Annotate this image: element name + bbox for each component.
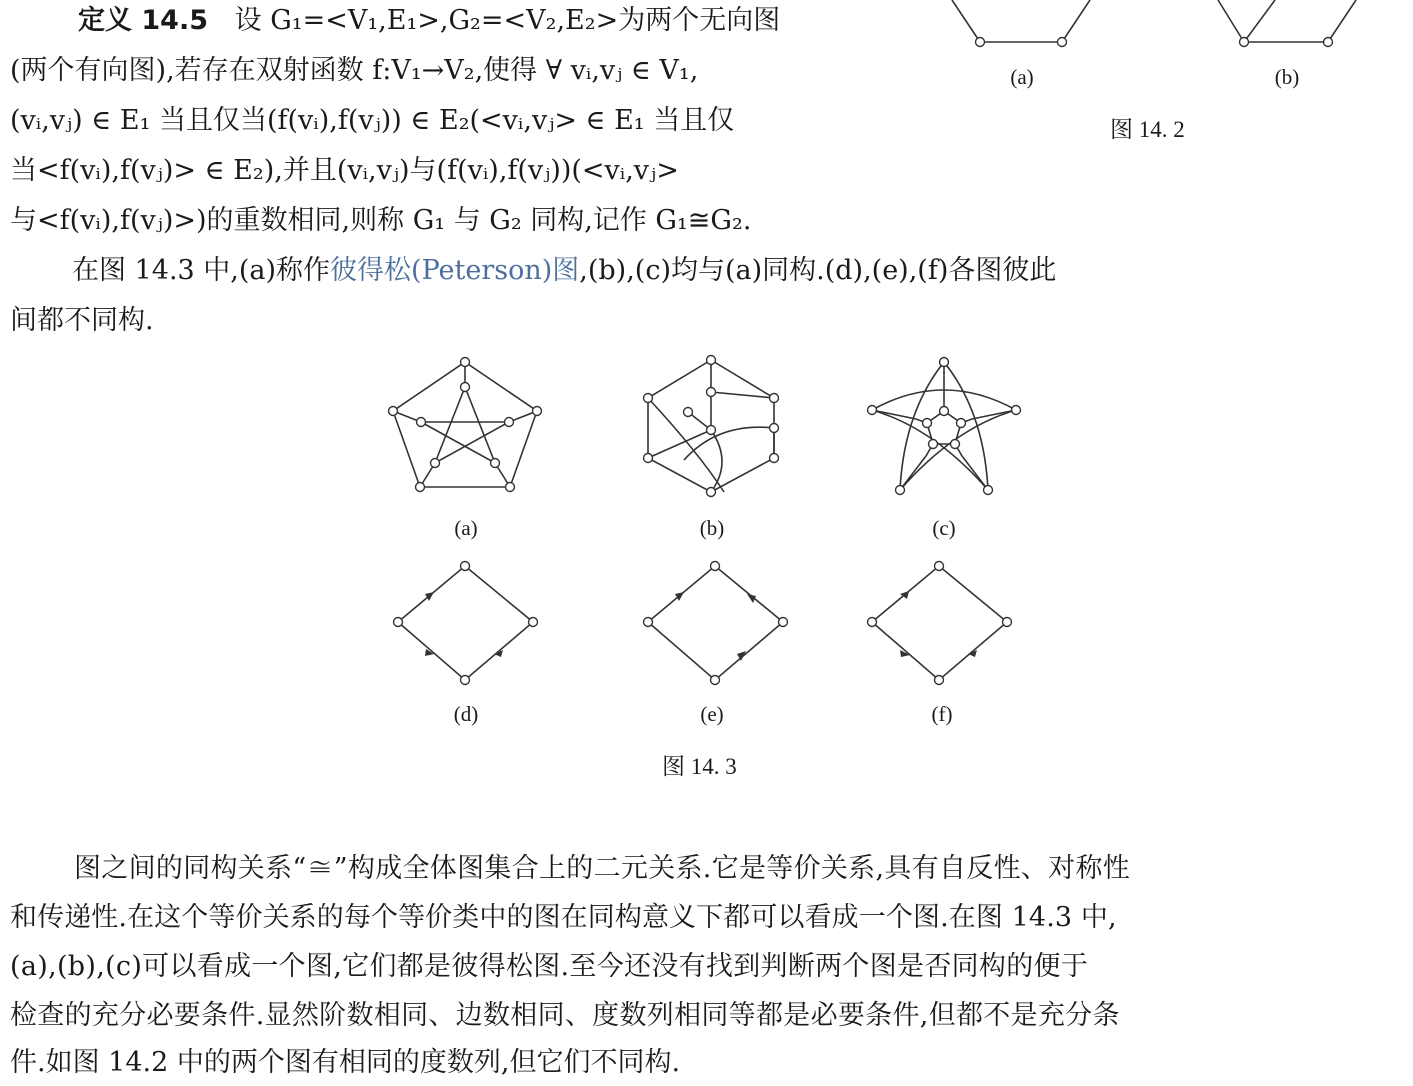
figure-14-2-graphs	[940, 0, 1380, 60]
arrow-icon	[675, 592, 684, 601]
definition-line-4: 当<f(vᵢ),f(vⱼ)> ∈ E₂),并且(vᵢ,vⱼ)与(f(vᵢ),f(vⱼ))(<vᵢ,vⱼ>	[10, 155, 679, 186]
paragraph3-line-1: 图之间的同构关系“≅”构成全体图集合上的二元关系.它是等价关系,具有自反性、对称性	[74, 853, 1131, 884]
definition-text-1: 设 G₁=<V₁,E₁>,G₂=<V₂,E₂>为两个无向图	[234, 5, 781, 36]
figure-14-2b-label: (b)	[1274, 65, 1300, 89]
paragraph2-line-2: 间都不同构.	[10, 305, 154, 336]
definition-label: 定义 14.5	[78, 5, 209, 36]
figure-14-2a-label: (a)	[1010, 65, 1034, 89]
figure-14-3f-label: (f)	[931, 702, 953, 726]
figure-14-3b-label: (b)	[699, 516, 725, 540]
paragraph3-line-2: 和传递性.在这个等价关系的每个等价类中的图在同构意义下都可以看成一个图.在图 14.3 中,	[10, 902, 1117, 933]
paragraph2-before: 在图 14.3 中,(a)称作	[72, 255, 331, 286]
paragraph3-line-5: 件.如图 14.2 中的两个图有相同的度数列,但它们不同构.	[10, 1047, 681, 1078]
figure-14-3c-graph	[864, 352, 1024, 497]
figure-14-3f-graph	[864, 558, 1019, 688]
paragraph2-after: ,(b),(c)均与(a)同构.(d),(e),(f)各图彼此	[579, 255, 1057, 286]
definition-line-3: (vᵢ,vⱼ) ∈ E₁ 当且仅当(f(vᵢ),f(vⱼ)) ∈ E₂(<vᵢ,vⱼ> ∈ E₁ 当且仅	[10, 105, 735, 136]
figure-14-2-caption: 图 14. 2	[1110, 117, 1185, 142]
figure-14-3c-label: (c)	[932, 516, 956, 540]
figure-14-2b-graph	[1218, 0, 1356, 47]
figure-14-3a-label: (a)	[454, 516, 478, 540]
definition-line-1	[78, 2, 780, 40]
arrow-icon	[747, 594, 756, 603]
figure-14-3e-label: (e)	[700, 702, 724, 726]
paragraph2-line-1	[72, 252, 1056, 290]
figure-14-3b-graph	[638, 352, 788, 497]
peterson-term: 彼得松(Peterson)图	[330, 255, 580, 286]
definition-line-5: 与<f(vᵢ),f(vⱼ)>)的重数相同,则称 G₁ 与 G₂ 同构,记作 G₁≅G₂.	[10, 205, 752, 236]
paragraph3-line-3: (a),(b),(c)可以看成一个图,它们都是彼得松图.至今还没有找到判断两个图是否同构的便于	[10, 951, 1089, 982]
definition-line-2: (两个有向图),若存在双射函数 f:V₁→V₂,使得 ∀ vᵢ,vⱼ ∈ V₁,	[10, 55, 699, 86]
paragraph3-line-4: 检查的充分必要条件.显然阶数相同、边数相同、度数列相同等都是必要条件,但都不是充分条	[10, 1000, 1120, 1031]
figure-14-3d-graph	[390, 558, 545, 688]
figure-14-2a-graph	[952, 0, 1090, 47]
figure-14-3-caption: 图 14. 3	[662, 754, 737, 779]
figure-14-3e-graph	[640, 558, 795, 688]
arrow-icon	[425, 592, 434, 601]
figure-14-3a-graph	[385, 355, 545, 500]
figure-14-3d-label: (d)	[453, 702, 479, 726]
